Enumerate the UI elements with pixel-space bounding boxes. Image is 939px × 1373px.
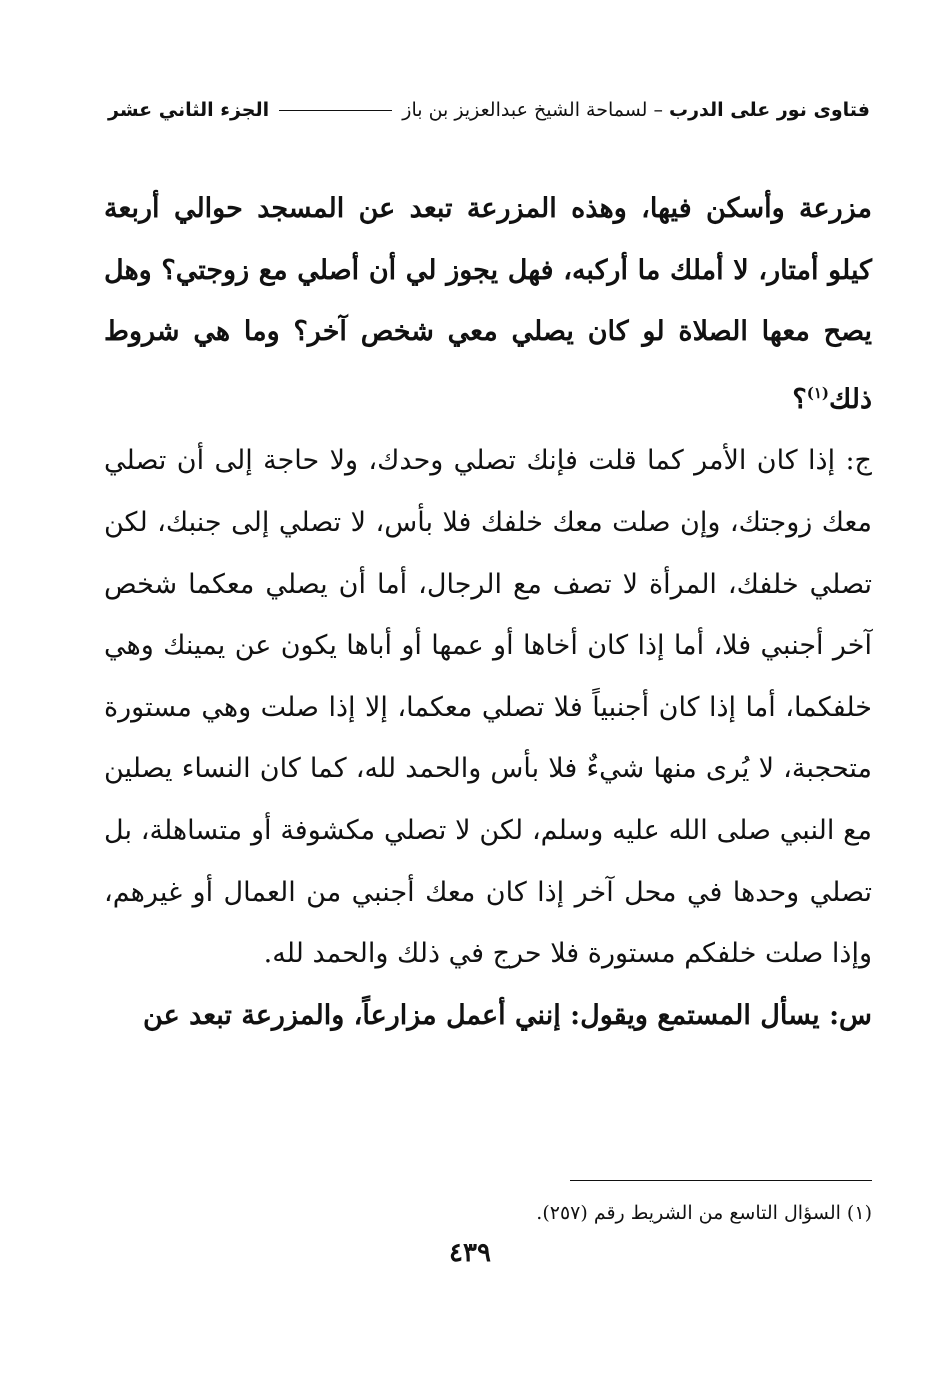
footnote: (١) السؤال التاسع من الشريط رقم (٢٥٧). [536, 1202, 872, 1224]
header-rule [279, 110, 392, 111]
book-title: فتاوى نور على الدرب [669, 99, 870, 121]
author-line: – لسماحة الشيخ عبدالعزيز بن باز [402, 99, 663, 121]
question-end-mark: ؟ [792, 383, 807, 415]
question-text: مزرعة وأسكن فيها، وهذه المزرعة تبعد عن المسجد حوالي أربعة كيلو أمتار، لا أملك ما أركبه، فهل يجوز لي أن أصلي مع زوجتي؟ وهل يصح معها الصلاة لو كان يصلي معي شخص آخر؟ وما هي شروط ذلك [104, 193, 872, 415]
footnote-rule [570, 1180, 872, 1181]
footnote-reference: (١) [806, 383, 829, 402]
running-header [108, 92, 870, 128]
page-number: ٤٣٩ [449, 1238, 491, 1268]
volume-part: الجزء الثاني عشر [108, 99, 270, 121]
question-paragraph [104, 178, 872, 430]
main-text [104, 178, 872, 1046]
next-question-paragraph: س: يسأل المستمع ويقول: إنني أعمل مزارعاً، والمزرعة تبعد عن [143, 999, 872, 1031]
answer-paragraph: ج: إذا كان الأمر كما قلت فإنك تصلي وحدك، ولا حاجة إلى أن تصلي معك زوجتك، وإن صلت معك خلفك فلا بأس، لا تصلي إلى جنبك، لكن تصلي خلفك، المرأة لا تصف مع الرجال، أما أن يصلي معكما شخص آخر أجنبي فلا، أما إذا كان أخاها أو عمها أو أباها يكون عن يمينك وهي خلفكما، أما إذا كان أجنبياً فلا تصلي معكما، إلا إذا صلت وهي مستورة متحجبة، لا يُرى منها شيءٌ فلا بأس والحمد لله، كما كان النساء يصلين مع النبي صلى الله عليه وسلم، لكن لا تصلي مكشوفة أو متساهلة، بل تصلي وحدها في محل آخر إذا كان معك أجنبي من العمال أو غيرهم، وإذا صلت خلفكم مستورة فلا حرج في ذلك والحمد لله. [104, 445, 873, 970]
